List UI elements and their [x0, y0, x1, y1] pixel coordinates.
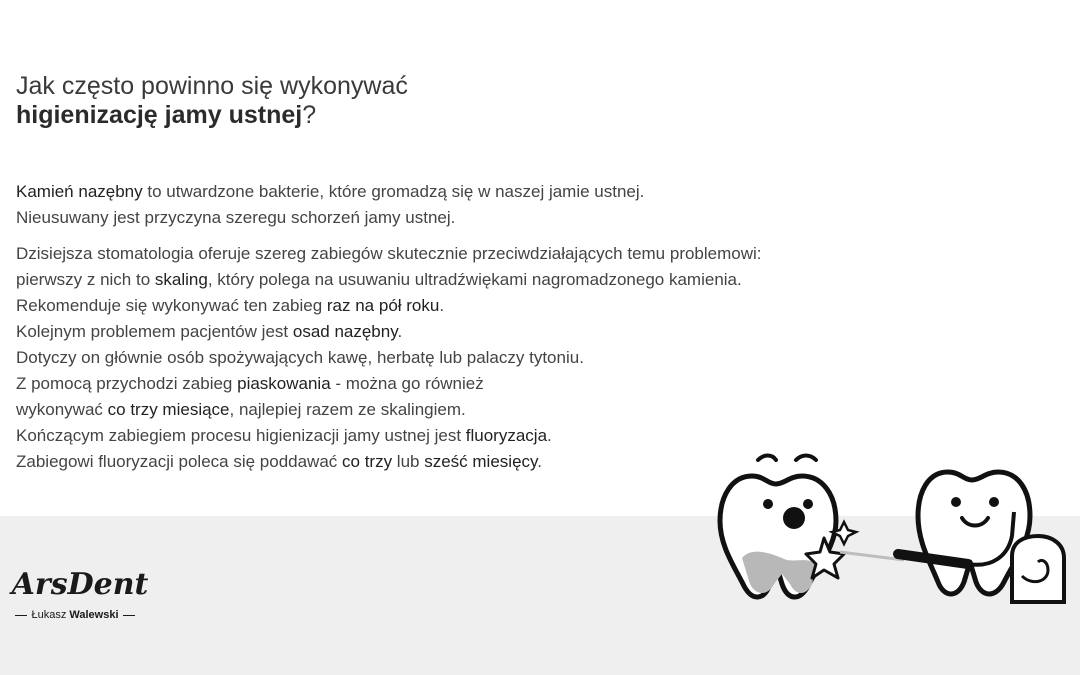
text-p2-l9b: .: [537, 452, 542, 471]
text-p2-l4b: .: [397, 322, 403, 341]
logo-script: ArsDent: [11, 567, 149, 602]
right-tooth-eye-right: [989, 497, 999, 507]
highlight-trzy-miesiace: co trzy miesiące: [107, 400, 230, 419]
left-tooth-brow-right: [796, 456, 816, 461]
left-tooth-brow-left: [758, 456, 776, 461]
teeth-cartoon-illustration: [712, 446, 1072, 612]
paragraph-1: [16, 179, 896, 231]
highlight-osad: osad nazębny: [292, 322, 398, 341]
highlight-skaling: skaling: [154, 270, 208, 289]
text-p2-l2b: , który polega na usuwaniu ultradźwiękami nagromadzonego kamienia.: [207, 270, 742, 289]
logo-first-name: Łukasz: [31, 609, 70, 621]
text-p2-l3b: .: [439, 296, 445, 315]
highlight-fluoryzacja: fluoryzacja: [465, 426, 548, 445]
text-p2-l9a: Zabiegowi fluoryzacji poleca się poddawać: [16, 452, 343, 471]
logo-dash-right: [123, 615, 135, 616]
highlight-piaskowanie: piaskowania: [237, 374, 331, 393]
left-tooth-eye-left: [763, 499, 773, 509]
text-l2: Nieusuwany jest przyczyna szeregu schorzeń jamy ustnej.: [16, 208, 456, 227]
highlight-pol-roku: raz na pół roku: [326, 296, 440, 315]
paragraph-2: [16, 241, 896, 475]
logo-subtitle: [0, 608, 150, 622]
title-line-1: Jak często powinno się wykonywać: [16, 72, 408, 100]
arsdent-logo: [0, 568, 160, 628]
text-p2-l5: Dotyczy on głównie osób spożywających kawę, herbatę lub palaczy tytoniu.: [16, 348, 584, 367]
text-p2-l4a: Kolejnym problemem pacjentów jest: [16, 322, 293, 341]
article-text: [16, 179, 896, 485]
text-p2-l6b: - można go również: [330, 374, 484, 393]
left-tooth-eye-right: [803, 499, 813, 509]
text-p2-l7a: wykonywać: [16, 400, 108, 419]
text-p2-l9mid: lub: [392, 452, 425, 471]
title-question-mark: ?: [302, 101, 317, 129]
highlight-kamien: Kamień nazębny: [16, 182, 143, 201]
left-tooth-mouth: [783, 507, 805, 529]
highlight-co-trzy: co trzy: [342, 452, 393, 471]
text-l1: to utwardzone bakterie, które gromadzą się w naszej jamie ustnej.: [142, 182, 645, 201]
text-p2-l8b: .: [547, 426, 552, 445]
text-p2-l2a: pierwszy z nich to: [16, 270, 155, 289]
text-p2-l6a: Z pomocą przychodzi zabieg: [16, 374, 238, 393]
highlight-szesc-miesiecy: sześć miesięcy: [424, 452, 538, 471]
logo-last-name: Walewski: [69, 609, 119, 621]
text-p2-l8a: Kończącym zabiegiem procesu higienizacji jamy ustnej jest: [16, 426, 466, 445]
text-p2-l3a: Rekomenduje się wykonywać ten zabieg: [16, 296, 327, 315]
text-p2-l1: Dzisiejsza stomatologia oferuje szereg zabiegów skutecznie przeciwdziałających temu problemowi:: [16, 244, 762, 263]
logo-dash-left: [15, 615, 27, 616]
text-p2-l7b: , najlepiej razem ze skalingiem.: [229, 400, 466, 419]
page-title: [16, 72, 408, 130]
scaler-unit-icon: [1012, 536, 1064, 602]
right-tooth-eye-left: [951, 497, 961, 507]
title-bold: higienizację jamy ustnej: [16, 101, 303, 129]
